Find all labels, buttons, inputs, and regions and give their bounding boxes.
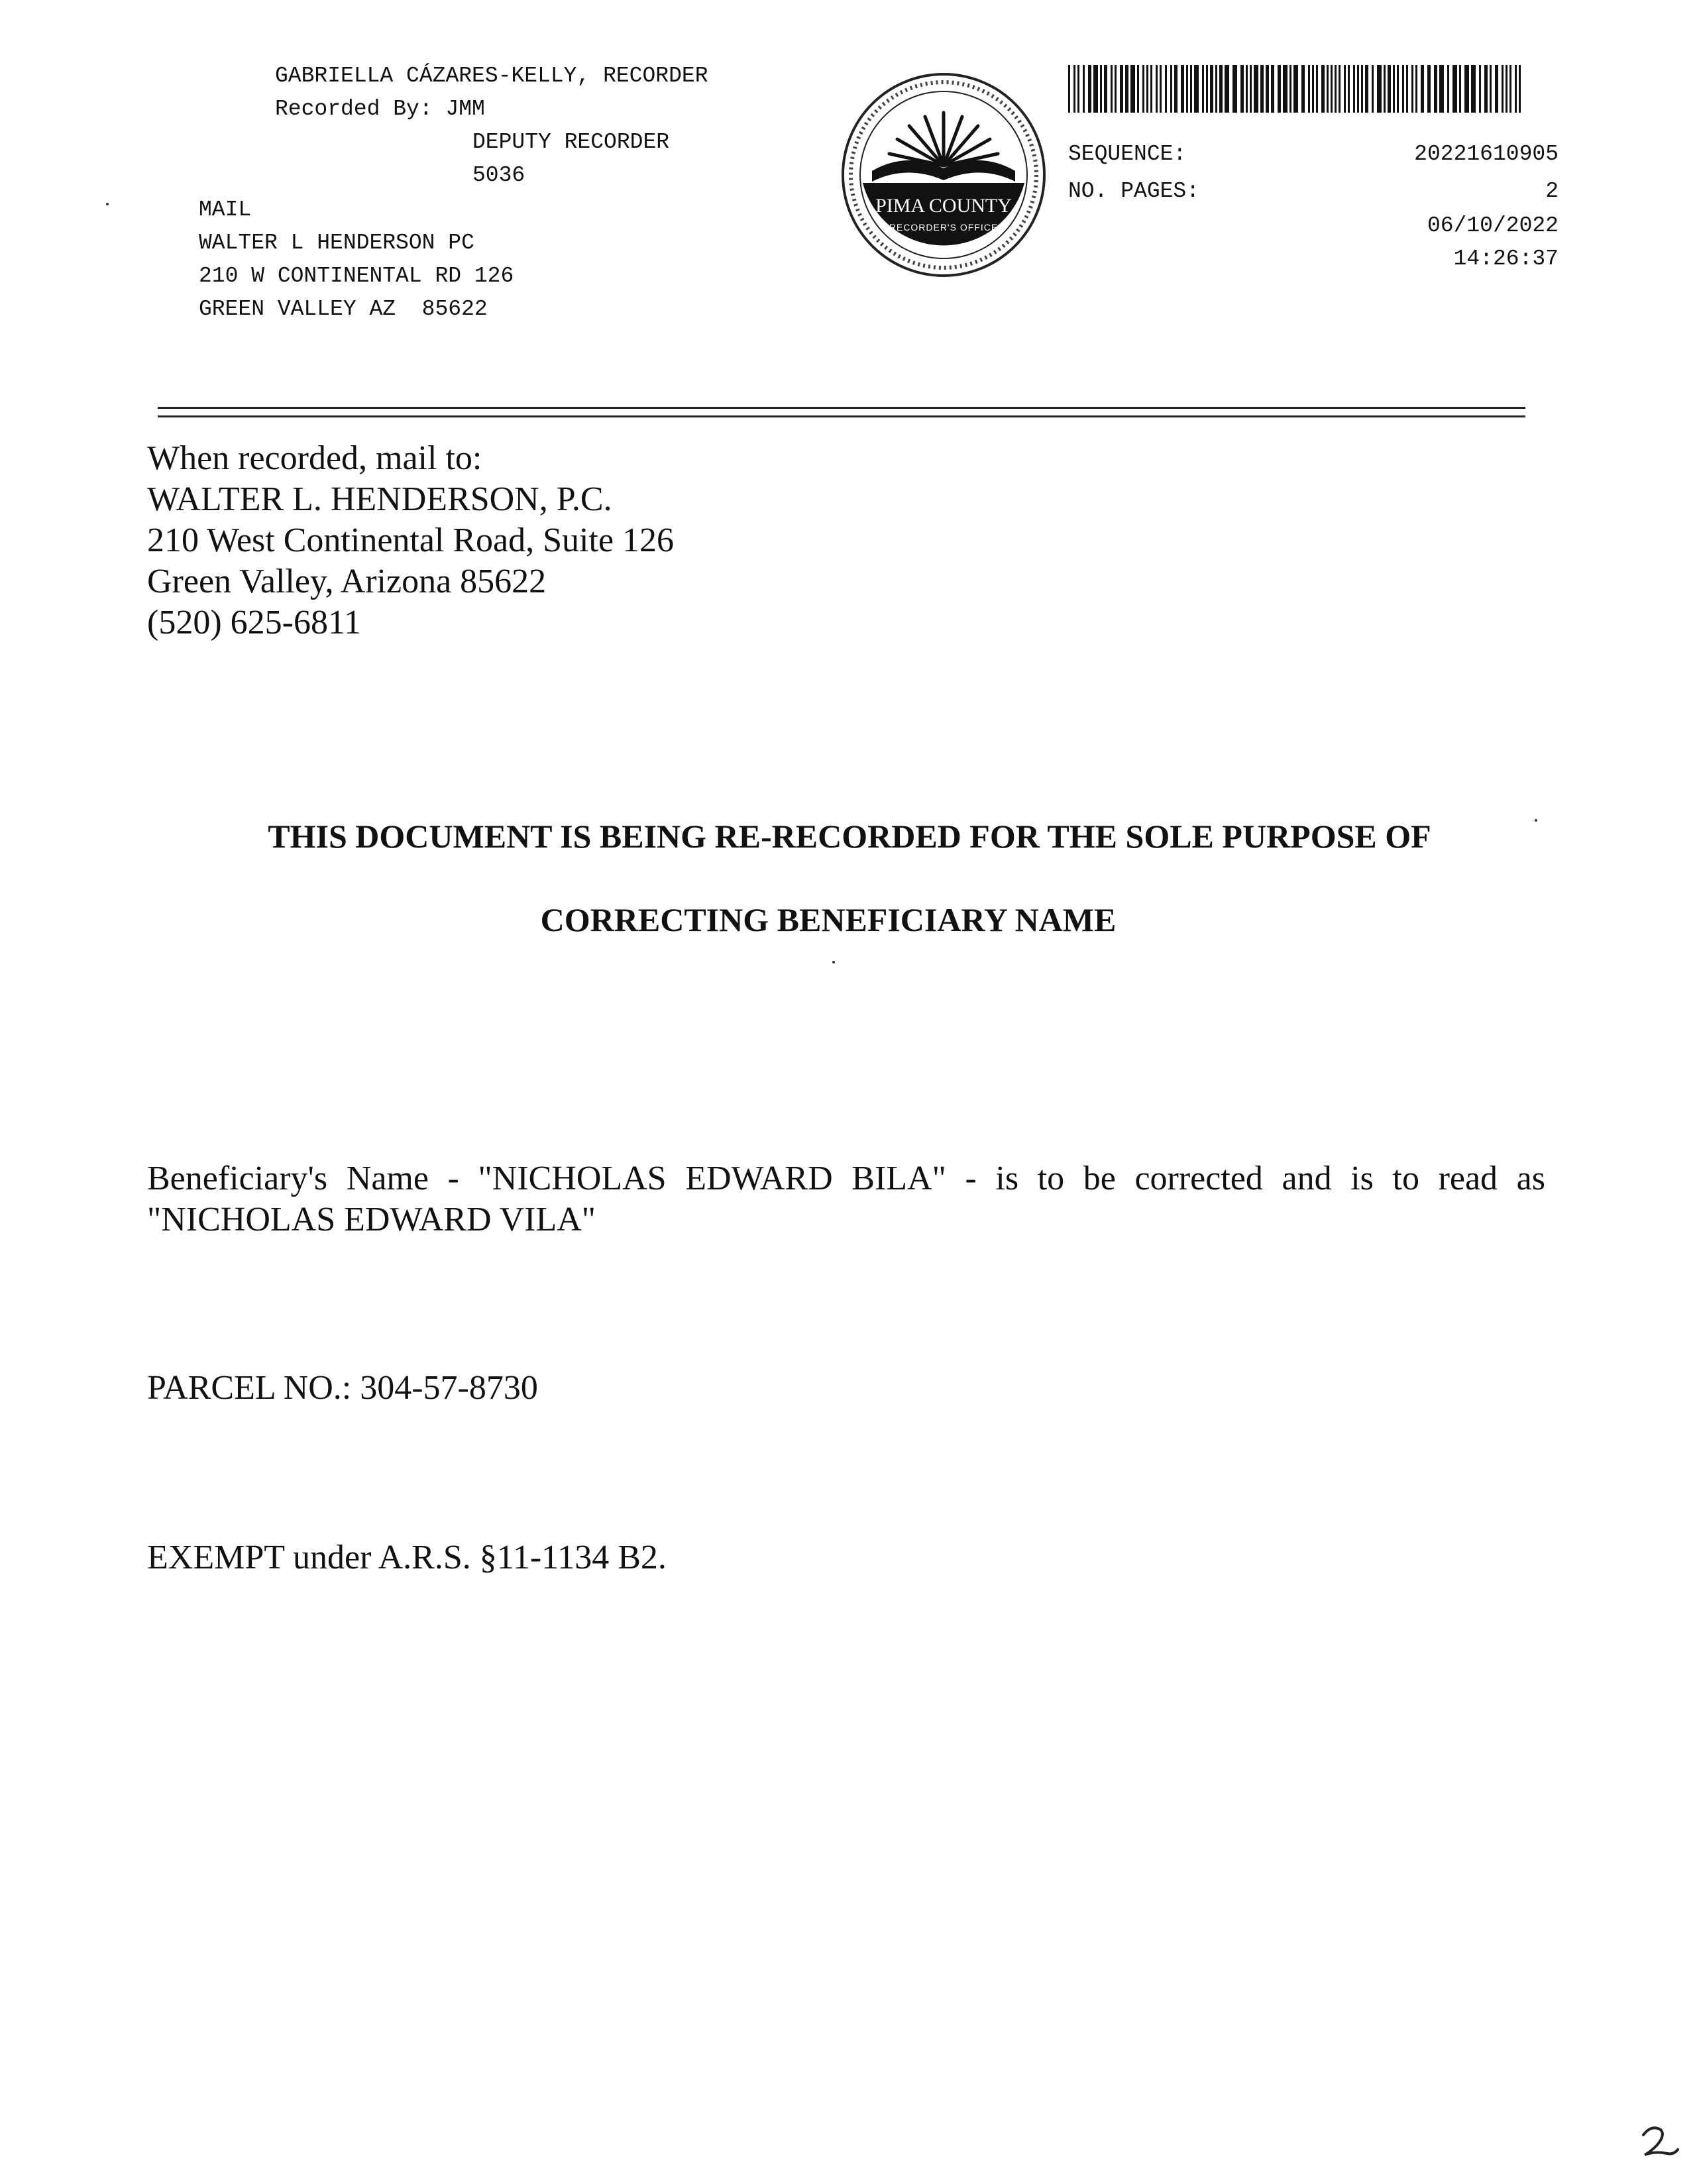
barcode-bar — [1506, 65, 1507, 113]
divider-rule-bottom — [158, 415, 1525, 417]
barcode-bar — [1308, 65, 1310, 113]
barcode-bar — [1384, 65, 1386, 113]
barcode-bar — [1411, 65, 1413, 113]
exemption-statement: EXEMPT under A.R.S. §11-1134 B2. — [147, 1539, 667, 1576]
correction-statement: Beneficiary's Name - "NICHOLAS EDWARD BILA" - is to be corrected and is to read as "NICHOLAS EDWARD VILA" — [147, 1160, 1545, 1238]
barcode-bar — [1283, 65, 1288, 113]
barcode-bar — [1471, 65, 1476, 113]
barcode-bar — [1495, 65, 1498, 113]
sequence-value: 20221610905 — [1414, 142, 1559, 166]
scan-speck — [832, 961, 835, 963]
return-street: 210 West Continental Road, Suite 126 — [147, 521, 675, 559]
return-phone: (520) 625-6811 — [147, 604, 362, 641]
barcode-bar — [1068, 65, 1070, 113]
barcode-bar — [1115, 65, 1117, 113]
pages-label: NO. PAGES: — [1068, 179, 1200, 203]
barcode-bar — [1357, 65, 1359, 113]
barcode-bar — [1125, 65, 1128, 113]
barcode-bar — [1353, 65, 1355, 113]
barcode-bar — [1073, 65, 1075, 113]
barcode-bar — [1406, 65, 1408, 113]
barcode — [1068, 65, 1525, 113]
barcode-bar — [1190, 65, 1192, 113]
barcode-bar — [1278, 65, 1281, 113]
barcode-bar — [1240, 65, 1244, 113]
return-heading: When recorded, mail to: — [147, 439, 482, 477]
barcode-bar — [1174, 65, 1178, 113]
barcode-bar — [1502, 65, 1504, 113]
mail-street: 210 W CONTINENTAL RD 126 — [199, 264, 514, 288]
barcode-bar — [1111, 65, 1113, 113]
barcode-bars — [1068, 65, 1525, 113]
barcode-bar — [1388, 65, 1391, 113]
barcode-bar — [1233, 65, 1237, 113]
barcode-bar — [1327, 65, 1329, 113]
notice-line-1: THIS DOCUMENT IS BEING RE-RECORDED FOR THE SOLE PURPOSE OF — [268, 818, 1431, 855]
barcode-bar — [1160, 65, 1162, 113]
barcode-bar — [1335, 65, 1337, 113]
barcode-bar — [1181, 65, 1184, 113]
barcode-bar — [1246, 65, 1248, 113]
barcode-bar — [1210, 65, 1213, 113]
barcode-bar — [1170, 65, 1172, 113]
barcode-bar — [1301, 65, 1305, 113]
barcode-bar — [1289, 65, 1291, 113]
barcode-bar — [1093, 65, 1098, 113]
divider-rule-top — [158, 407, 1525, 409]
barcode-bar — [1484, 65, 1488, 113]
return-city: Green Valley, Arizona 85622 — [147, 563, 547, 600]
barcode-bar — [1402, 65, 1404, 113]
deputy-id: 5036 — [472, 163, 525, 188]
barcode-bar — [1215, 65, 1217, 113]
barcode-bar — [1194, 65, 1199, 113]
barcode-bar — [1120, 65, 1123, 113]
barcode-bar — [1146, 65, 1148, 113]
scan-speck — [106, 203, 109, 205]
barcode-bar — [1348, 65, 1350, 113]
barcode-bar — [1254, 65, 1258, 113]
barcode-bar — [1377, 65, 1382, 113]
barcode-bar — [1088, 65, 1091, 113]
notice-line-2: CORRECTING BENEFICIARY NAME — [540, 901, 1117, 938]
barcode-bar — [1142, 65, 1144, 113]
barcode-bar — [1271, 65, 1274, 113]
county-seal — [840, 72, 1047, 278]
barcode-bar — [1427, 65, 1431, 113]
barcode-bar — [1365, 65, 1368, 113]
barcode-bar — [1321, 65, 1325, 113]
barcode-bar — [1250, 65, 1252, 113]
barcode-bar — [1165, 65, 1167, 113]
mail-label: MAIL — [199, 197, 252, 222]
barcode-bar — [1393, 65, 1395, 113]
mail-city: GREEN VALLEY AZ 85622 — [199, 297, 488, 321]
barcode-bar — [1509, 65, 1511, 113]
seal-subtext: RECORDER'S OFFICE — [889, 222, 999, 233]
barcode-bar — [1434, 65, 1437, 113]
barcode-bar — [1312, 65, 1314, 113]
handwritten-page-number — [1637, 2120, 1683, 2160]
deputy-title: DEPUTY RECORDER — [472, 130, 670, 154]
seal-text: PIMA COUNTY — [875, 195, 1012, 217]
barcode-bar — [1519, 65, 1521, 113]
barcode-bar — [1225, 65, 1229, 113]
barcode-bar — [1266, 65, 1269, 113]
scan-speck — [1535, 819, 1537, 822]
barcode-bar — [1421, 65, 1424, 113]
pages-value: 2 — [1545, 179, 1559, 203]
barcode-bar — [1490, 65, 1492, 113]
barcode-bar — [1156, 65, 1158, 113]
recording-date: 06/10/2022 — [1427, 213, 1559, 238]
barcode-bar — [1316, 65, 1318, 113]
barcode-bar — [1459, 65, 1461, 113]
barcode-bar — [1293, 65, 1298, 113]
barcode-bar — [1372, 65, 1374, 113]
barcode-bar — [1219, 65, 1223, 113]
recorder-name: GABRIELLA CÁZARES-KELLY, RECORDER — [275, 64, 708, 88]
barcode-bar — [1452, 65, 1457, 113]
barcode-bar — [1439, 65, 1444, 113]
parcel-number: PARCEL NO.: 304-57-8730 — [147, 1369, 538, 1407]
barcode-bar — [1339, 65, 1341, 113]
barcode-bar — [1150, 65, 1152, 113]
barcode-bar — [1331, 65, 1333, 113]
return-name: WALTER L. HENDERSON, P.C. — [147, 480, 612, 518]
barcode-bar — [1130, 65, 1135, 113]
barcode-bar — [1202, 65, 1204, 113]
barcode-bar — [1464, 65, 1469, 113]
barcode-bar — [1479, 65, 1481, 113]
sequence-label: SEQUENCE: — [1068, 142, 1187, 166]
barcode-bar — [1515, 65, 1517, 113]
barcode-bar — [1077, 65, 1079, 113]
barcode-bar — [1447, 65, 1449, 113]
barcode-bar — [1206, 65, 1208, 113]
barcode-bar — [1260, 65, 1264, 113]
mail-name: WALTER L HENDERSON PC — [199, 231, 474, 255]
barcode-bar — [1344, 65, 1346, 113]
barcode-bar — [1186, 65, 1188, 113]
barcode-bar — [1104, 65, 1107, 113]
barcode-bar — [1137, 65, 1139, 113]
barcode-bar — [1397, 65, 1399, 113]
barcode-bar — [1361, 65, 1363, 113]
barcode-bar — [1415, 65, 1417, 113]
barcode-bar — [1100, 65, 1102, 113]
barcode-bar — [1083, 65, 1085, 113]
recording-time: 14:26:37 — [1453, 246, 1559, 271]
recorded-by: Recorded By: JMM — [275, 97, 485, 121]
